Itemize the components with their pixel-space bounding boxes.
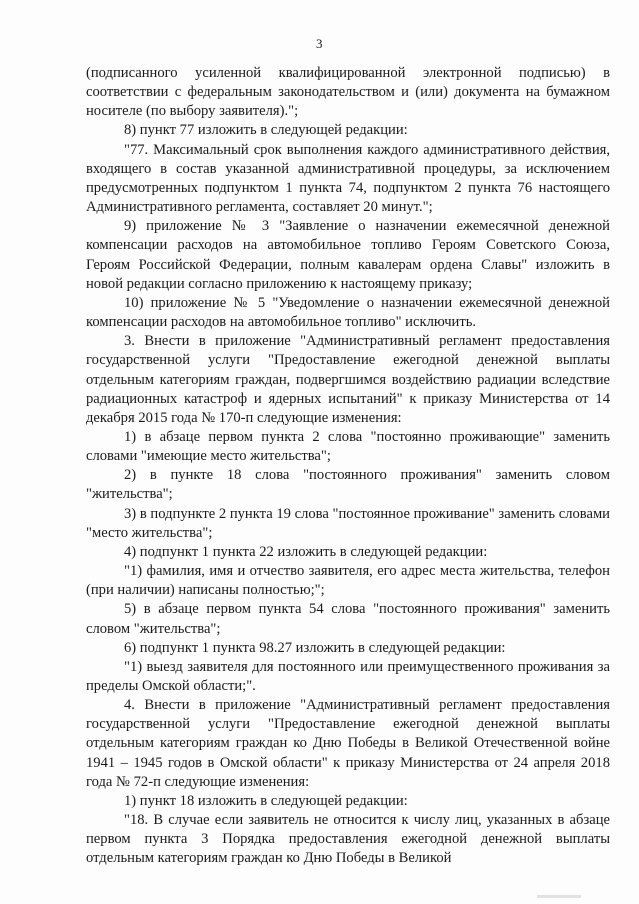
paragraph: 1) пункт 18 изложить в следующей редакции: (124, 792, 408, 809)
document-body (86, 64, 610, 869)
paragraph: "77. Максимальный срок выполнения каждого административного действия, входящего в состав указанной административной процедуры, за исключением предусмотренных подпунктом 1 пункта 74, подпунктом 2 пункта 76 настоящего Административного регламента, составляет 20 минут."; (86, 141, 610, 216)
paragraph: "1) фамилия, имя и отчество заявителя, его адрес места жительства, телефон (при наличии) написаны полностью;"; (86, 563, 610, 599)
paragraph: (подписанного усиленной квалифицированной электронной подписью) в соответствии с федеральным законодательством и (или) документа на бумажном носителе (по выбору заявителя)."; (86, 65, 610, 120)
paragraph: 5) в абзаце первом пункта 54 слова "постоянного проживания" заменить словом "жительства"; (86, 601, 610, 637)
paragraph: "18. В случае если заявитель не относится к числу лиц, указанных в абзаце первом пункта 3 Порядка предоставления ежегодной денежной выплаты отдельным категориям граждан ко Дню Победы в Великой (86, 812, 610, 867)
paragraph: 2) в пункте 18 слова "постоянного проживания" заменить словом "жительства"; (86, 467, 610, 503)
paragraph: 3. Внести в приложение "Административный регламент предоставления государственной услуги "Предоставление ежегодной денежной выплаты отдельным категориям граждан, подвергшимся воздействию радиации вследствие радиационных катастроф и ядерных испытаний" к приказу Министерства от 14 декабря 2015 года № 170-п следующие изменения: (86, 333, 610, 426)
page-number: 3 (316, 36, 323, 51)
paragraph: 3) в подпункте 2 пункта 19 слова "постоянное проживание" заменить словами "место жительства"; (86, 505, 610, 541)
paragraph: 1) в абзаце первом пункта 2 слова "постоянно проживающие" заменить словами "имеющие место жительства"; (86, 428, 610, 465)
paragraph: 9) приложение № 3 "Заявление о назначении ежемесячной денежной компенсации расходов на автомобильное топливо Героям Советского Союза, Героям Российской Федерации, полным кавалерам ордена Славы" изложить в новой редакции согласно приложению к настоящему приказу; (86, 218, 610, 292)
paragraph: "1) выезд заявителя для постоянного или преимущественного проживания за пределы Омской области;". (86, 658, 610, 694)
paragraph: 8) пункт 77 изложить в следующей редакции: (124, 122, 408, 139)
paragraph: 4. Внести в приложение "Административный регламент предоставления государственной услуги "Предоставление ежегодной денежной выплаты отдельным категориям граждан ко Дню Победы в Великой Отечественной войне 1941 – 1945 годов в Омской области" к приказу Министерства от 24 апреля 2018 года № 72-п следующие изменения: (86, 697, 610, 790)
scan-artifact (537, 895, 581, 898)
paragraph: 6) подпункт 1 пункта 98.27 изложить в следующей редакции: (124, 639, 506, 656)
paragraph: 10) приложение № 5 "Уведомление о назначении ежемесячной денежной компенсации расходов на автомобильное топливо" исключить. (86, 294, 610, 331)
paragraph: 4) подпункт 1 пункта 22 изложить в следующей редакции: (124, 543, 488, 560)
